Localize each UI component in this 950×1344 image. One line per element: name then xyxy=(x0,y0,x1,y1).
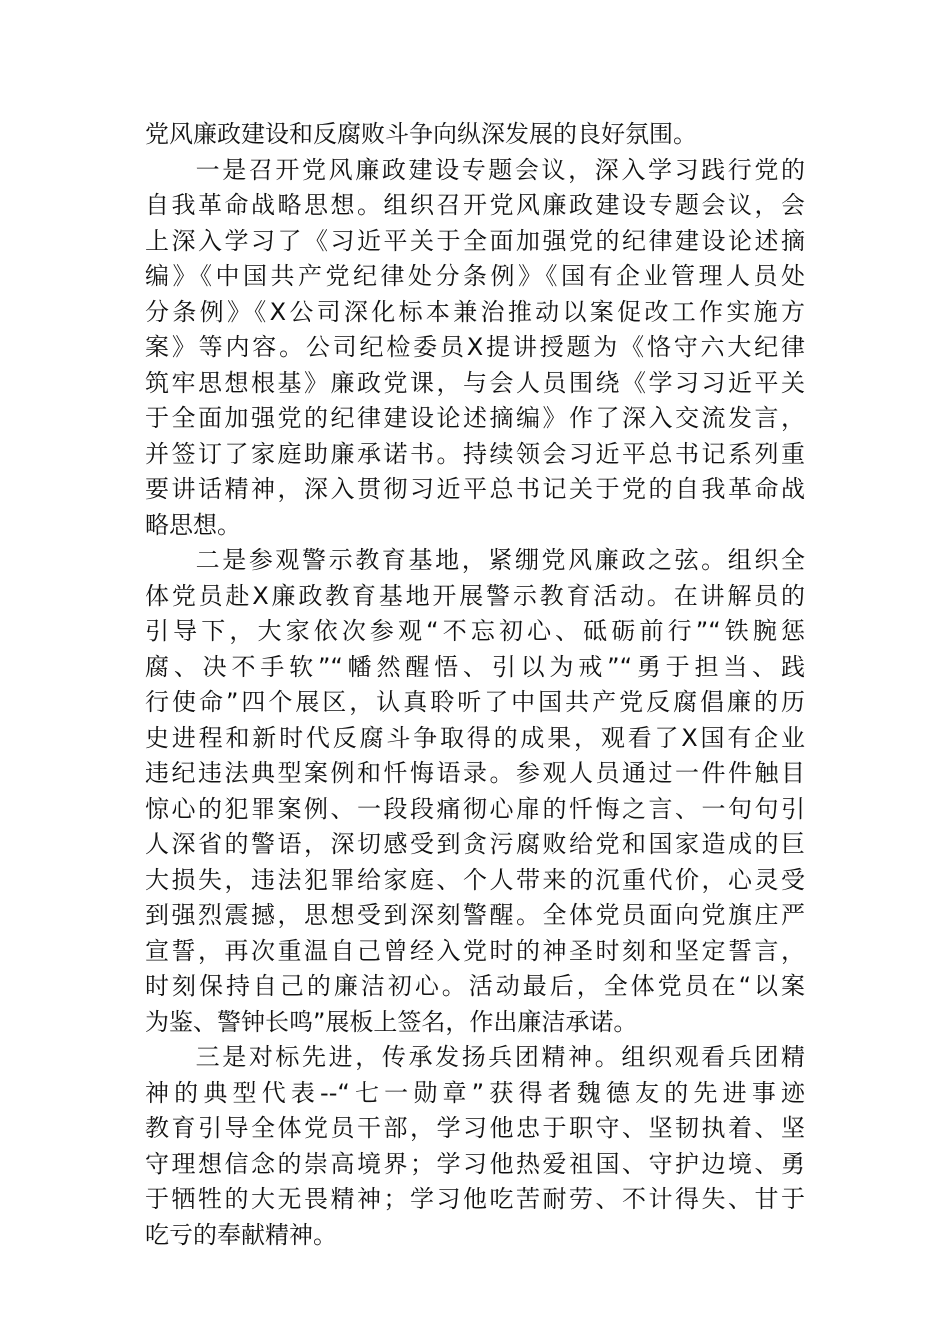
paragraph-line: 分条例》《X公司深化标本兼治推动以案促改工作实施方 xyxy=(145,298,805,326)
paragraph-line: 守理想信念的崇高境界；学习他热爱祖国、守护边境、勇 xyxy=(145,1150,805,1178)
paragraph-line: 行使命”四个展区，认真聆听了中国共产党反腐倡廉的历 xyxy=(145,688,805,716)
paragraph-line: 宣誓，再次重温自己曾经入党时的神圣时刻和坚定誓言， xyxy=(145,937,805,965)
paragraph-line: 人深省的警语，深切感受到贪污腐败给党和国家造成的巨 xyxy=(145,830,805,858)
paragraph-line: 违纪违法典型案例和忏悔语录。参观人员通过一件件触目 xyxy=(145,759,805,787)
paragraph-line: 时刻保持自己的廉洁初心。活动最后，全体党员在“以案 xyxy=(145,972,805,1000)
paragraph-line: 自我革命战略思想。组织召开党风廉政建设专题会议，会 xyxy=(145,191,805,219)
paragraph-line: 案》等内容。公司纪检委员X提讲授题为《恪守六大纪律 xyxy=(145,333,805,361)
paragraph-line: 引导下，大家依次参观“不忘初心、砥砺前行”“铁腕惩 xyxy=(145,617,805,645)
paragraph-line: 党风廉政建设和反腐败斗争向纵深发展的良好氛围。 xyxy=(145,120,697,148)
paragraph-line: 上深入学习了《习近平关于全面加强党的纪律建设论述摘 xyxy=(145,227,805,255)
paragraph-line: 一是召开党风廉政建设专题会议，深入学习践行党的 xyxy=(193,156,805,184)
paragraph-line: 于全面加强党的纪律建设论述摘编》作了深入交流发言， xyxy=(145,404,805,432)
paragraph-line: 神的典型代表--“七一勋章”获得者魏德友的先进事迹 xyxy=(145,1079,805,1107)
paragraph-line: 编》《中国共产党纪律处分条例》《国有企业管理人员处 xyxy=(145,262,805,290)
paragraph-line: 为鉴、警钟长鸣”展板上签名，作出廉洁承诺。 xyxy=(145,1008,638,1036)
paragraph-line: 教育引导全体党员干部，学习他忠于职守、坚韧执着、坚 xyxy=(145,1114,805,1142)
paragraph-line: 三是对标先进，传承发扬兵团精神。组织观看兵团精 xyxy=(193,1043,805,1071)
paragraph-line: 惊心的犯罪案例、一段段痛彻心扉的忏悔之言、一句句引 xyxy=(145,795,805,823)
paragraph-line: 大损失，违法犯罪给家庭、个人带来的沉重代价，心灵受 xyxy=(145,866,805,894)
paragraph-line: 体党员赴X廉政教育基地开展警示教育活动。在讲解员的 xyxy=(145,582,805,610)
paragraph-line: 二是参观警示教育基地，紧绷党风廉政之弦。组织全 xyxy=(193,546,805,574)
paragraph-line: 到强烈震撼，思想受到深刻警醒。全体党员面向党旗庄严 xyxy=(145,901,805,929)
paragraph-line: 于牺牲的大无畏精神；学习他吃苦耐劳、不计得失、甘于 xyxy=(145,1185,805,1213)
paragraph-line: 腐、决不手软”“幡然醒悟、引以为戒”“勇于担当、践 xyxy=(145,653,805,681)
paragraph-line: 史进程和新时代反腐斗争取得的成果，观看了X国有企业 xyxy=(145,724,805,752)
paragraph-line: 并签订了家庭助廉承诺书。持续领会习近平总书记系列重 xyxy=(145,440,805,468)
paragraph-line: 吃亏的奉献精神。 xyxy=(145,1221,337,1249)
paragraph-line: 略思想。 xyxy=(145,511,241,539)
paragraph-line: 筑牢思想根基》廉政党课，与会人员围绕《学习习近平关 xyxy=(145,369,805,397)
paragraph-line: 要讲话精神，深入贯彻习近平总书记关于党的自我革命战 xyxy=(145,475,805,503)
